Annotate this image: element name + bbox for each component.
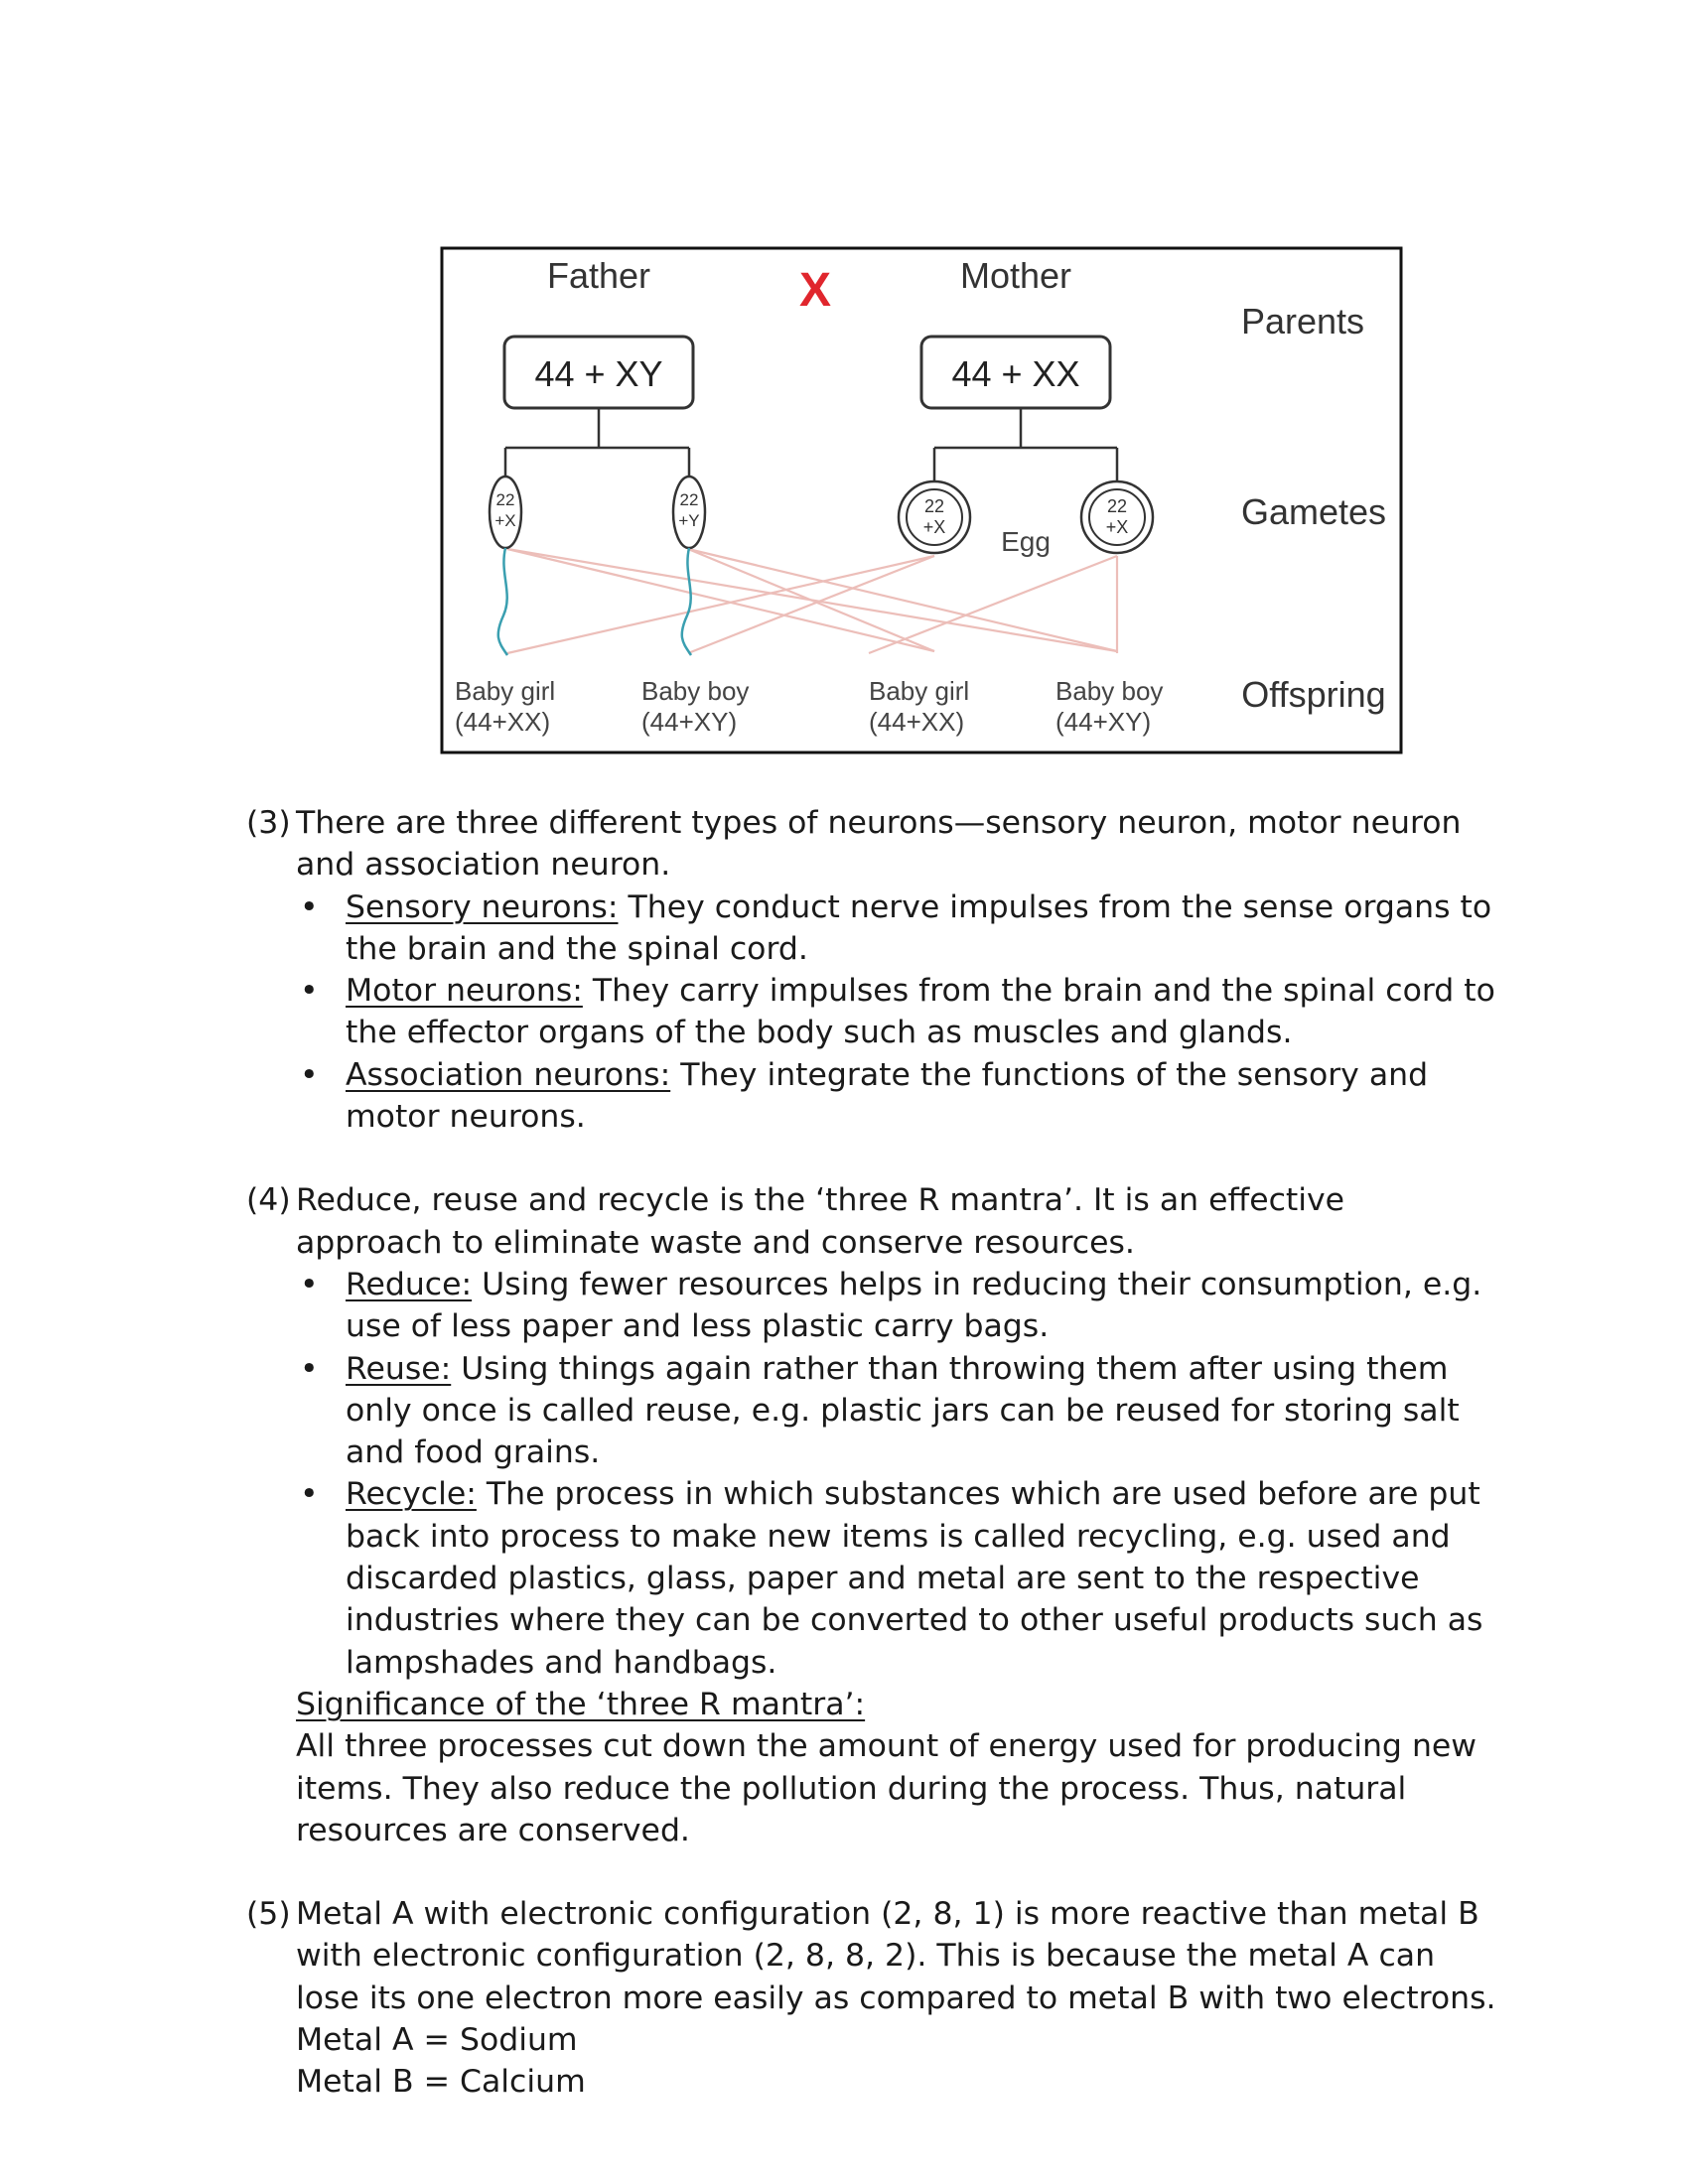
desc-recycle: The process in which substances which are used before are put back into process to make new items is called recycling, e.g. used and discarded plastics, glass, paper and metal are sent to the respective industries where they can be converted to other useful products such as lampshades and handbags. (346, 1476, 1483, 1681)
term-recycle: Recycle: (346, 1476, 477, 1513)
offspring-3-genotype: (44+XX) (869, 707, 965, 737)
egg-gamete-1 (899, 481, 970, 553)
offspring-1-name: Baby girl (455, 676, 556, 706)
question-3-number: (3) (246, 805, 291, 841)
term-motor: Motor neurons: (346, 973, 583, 1010)
sperm-y-bottom: +Y (678, 511, 700, 530)
offspring-2-genotype: (44+XY) (641, 707, 738, 737)
list-item-reduce (296, 1264, 1497, 1348)
cross-symbol: X (798, 264, 832, 317)
question-4-number: (4) (246, 1182, 291, 1219)
term-sensory: Sensory neurons: (346, 888, 619, 925)
offspring-3-name: Baby girl (869, 676, 970, 706)
question-5 (246, 1893, 1497, 2103)
father-genotype: 44 + XY (534, 353, 663, 394)
row-label-gametes: Gametes (1240, 491, 1387, 532)
egg-label: Egg (1001, 526, 1051, 557)
sperm-x-top: 22 (495, 490, 515, 509)
row-label-parents: Parents (1240, 301, 1365, 341)
egg-gamete-2 (1081, 481, 1153, 553)
row-label-offspring: Offspring (1241, 674, 1386, 715)
offspring-4-name: Baby boy (1055, 676, 1164, 706)
desc-reuse: Using things again rather than throwing them after using them only once is called reuse, e.g. plastic jars can be reused for storing salt and food grains. (346, 1350, 1460, 1471)
list-item-sensory (296, 887, 1497, 971)
egg-2-bottom: +X (1105, 517, 1129, 537)
significance-text: All three processes cut down the amount of energy used for producing new items. They also reduce the pollution during the process. Thus, natural resources are conserved. (296, 1728, 1477, 1848)
neuron-types-list (296, 887, 1497, 1139)
significance-heading: Significance of the ‘three R mantra’: (296, 1686, 866, 1722)
answer-content (246, 802, 1497, 2104)
egg-1-bottom: +X (922, 517, 946, 537)
question-4 (246, 1179, 1497, 1851)
desc-association: They integrate the functions of the sensory and motor neurons. (346, 1056, 1429, 1136)
egg-1-top: 22 (923, 496, 945, 516)
sperm-y-top: 22 (679, 490, 699, 509)
sperm-x-bottom: +X (494, 511, 516, 530)
mother-label: Mother (959, 255, 1072, 296)
question-4-intro: Reduce, reuse and recycle is the ‘three R mantra’. It is an effective approach to eliminate waste and conserve resources. (296, 1182, 1345, 1261)
list-item-recycle (296, 1473, 1497, 1683)
question-5-text: Metal A with electronic configuration (2, 8, 1) is more reactive than metal B with electronic configuration (2, 8, 8, 2). This is because the metal A can lose its one electron more easily as compared to metal B with two electrons. (296, 1896, 1496, 2016)
list-item-motor (296, 970, 1497, 1054)
offspring-2-name: Baby boy (641, 676, 750, 706)
mother-genotype: 44 + XX (951, 353, 1080, 394)
question-5-number: (5) (246, 1896, 291, 1933)
metal-b-line: Metal B = Calcium (296, 2064, 586, 2101)
three-r-list (296, 1264, 1497, 1684)
desc-reduce: Using fewer resources helps in reducing their consumption, e.g. use of less paper and less plastic carry bags. (346, 1266, 1482, 1345)
list-item-association (296, 1054, 1497, 1139)
desc-sensory: They conduct nerve impulses from the sense organs to the brain and the spinal cord. (346, 888, 1492, 967)
term-reduce: Reduce: (346, 1266, 473, 1302)
offspring-4-genotype: (44+XY) (1055, 707, 1152, 737)
list-item-reuse (296, 1348, 1497, 1474)
father-label: Father (546, 255, 651, 296)
question-3-intro: There are three different types of neurons—sensory neuron, motor neuron and association neuron. (296, 805, 1462, 884)
term-association: Association neurons: (346, 1056, 671, 1093)
question-3 (246, 802, 1497, 1138)
offspring-1-genotype: (44+XX) (455, 707, 551, 737)
sex-determination-diagram (440, 246, 1403, 754)
desc-motor: They carry impulses from the brain and the spinal cord to the effector organs of the body such as muscles and glands. (346, 973, 1495, 1051)
egg-2-top: 22 (1106, 496, 1128, 516)
term-reuse: Reuse: (346, 1350, 452, 1387)
metal-a-line: Metal A = Sodium (296, 2022, 578, 2059)
